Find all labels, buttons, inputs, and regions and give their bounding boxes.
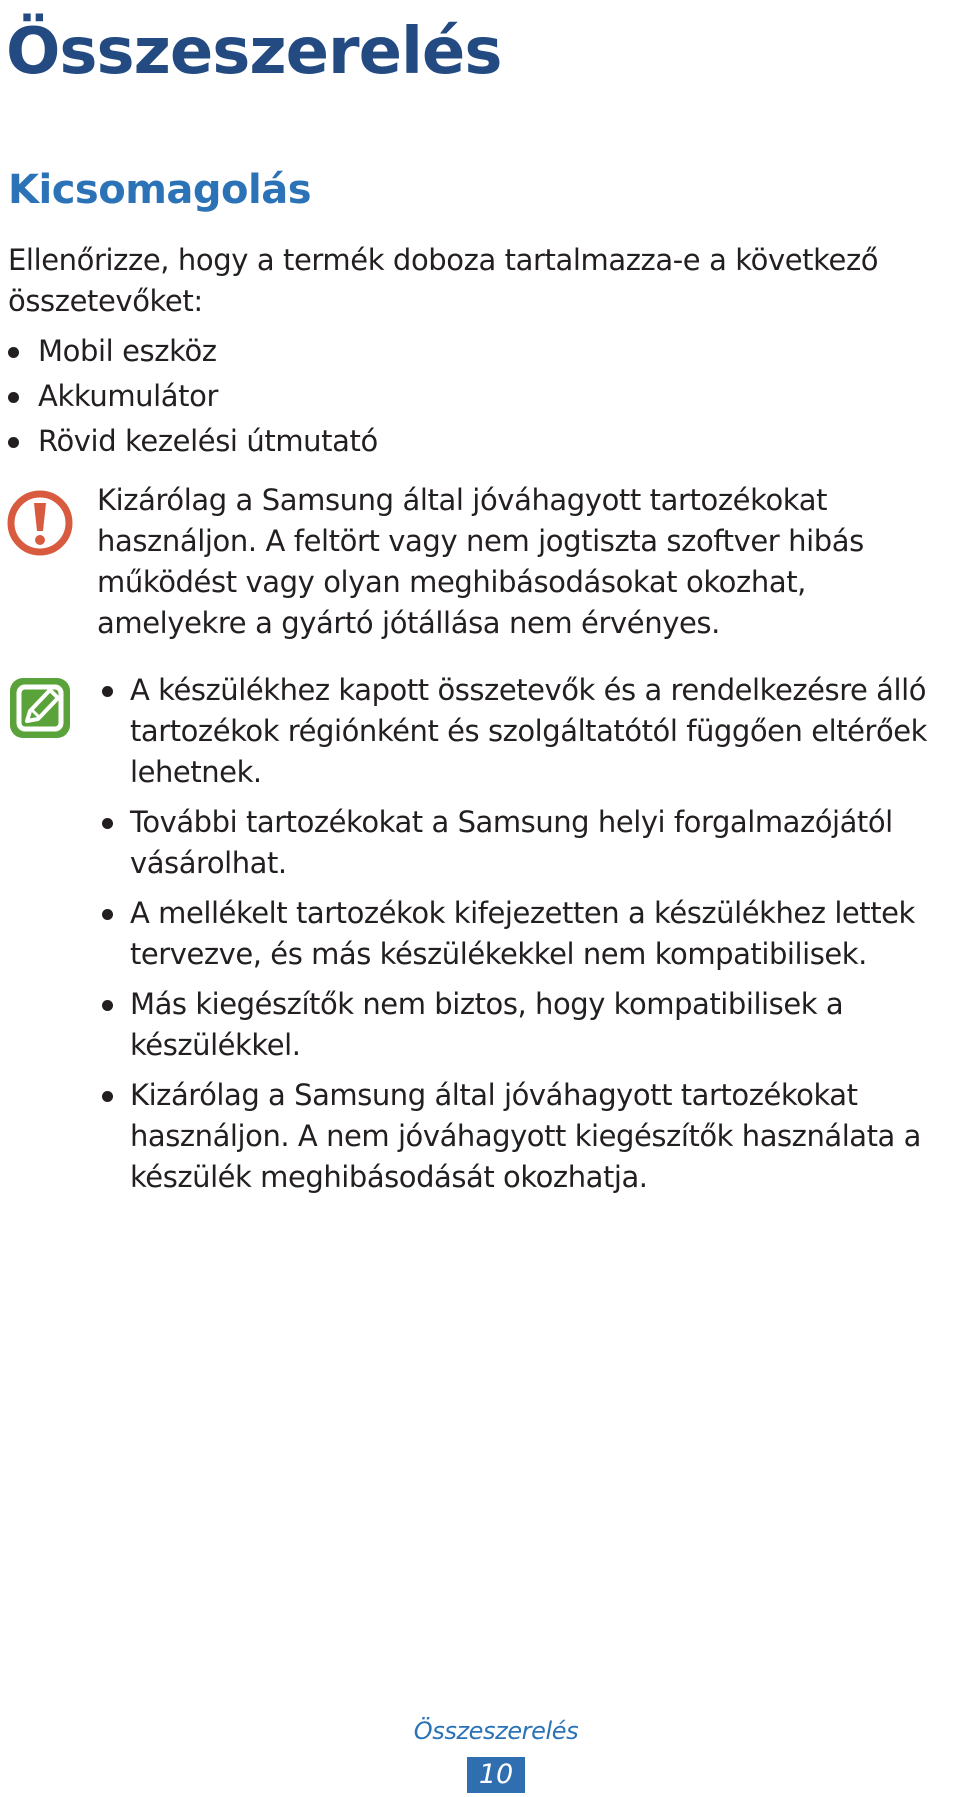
note-item: Kizárólag a Samsung által jóváhagyott tartozékokat használjon. A nem jóváhagyott kiegészítők használata a készülék meghibásodását okozhatja. [100,1075,955,1198]
list-item: Rövid kezelési útmutató [8,419,378,464]
note-list [100,670,955,1207]
note-item: A készülékhez kapott összetevők és a rendelkezésre álló tartozékok régiónként és szolgáltatótól függően eltérőek lehetnek. [100,670,955,793]
page-title: Összeszerelés [6,15,502,89]
note-item: További tartozékokat a Samsung helyi forgalmazójától vásárolhat. [100,802,955,884]
note-item: A mellékelt tartozékok kifejezetten a készülékhez lettek tervezve, és más készülékekkel nem kompatibilisek. [100,893,955,975]
footer-section-label: Összeszerelés [413,1717,579,1745]
intro-text: Ellenőrizze, hogy a termék doboza tartalmazza-e a következő összetevőket: [8,243,879,318]
note-icon [6,674,74,742]
section-heading: Kicsomagolás [8,167,312,213]
caution-text: Kizárólag a Samsung által jóváhagyott tartozékokat használjon. A feltört vagy nem jogtiszta szoftver hibás működést vagy olyan meghibásodásokat okozhat, amelyekre a gyártó jótállása nem érvényes. [97,483,864,640]
note-item: Más kiegészítők nem biztos, hogy kompatibilisek a készülékkel. [100,984,955,1066]
page-number: 10 [467,1757,525,1793]
package-contents-list [8,329,378,464]
caution-icon [6,489,74,557]
list-item: Akkumulátor [8,374,378,419]
list-item: Mobil eszköz [8,329,378,374]
